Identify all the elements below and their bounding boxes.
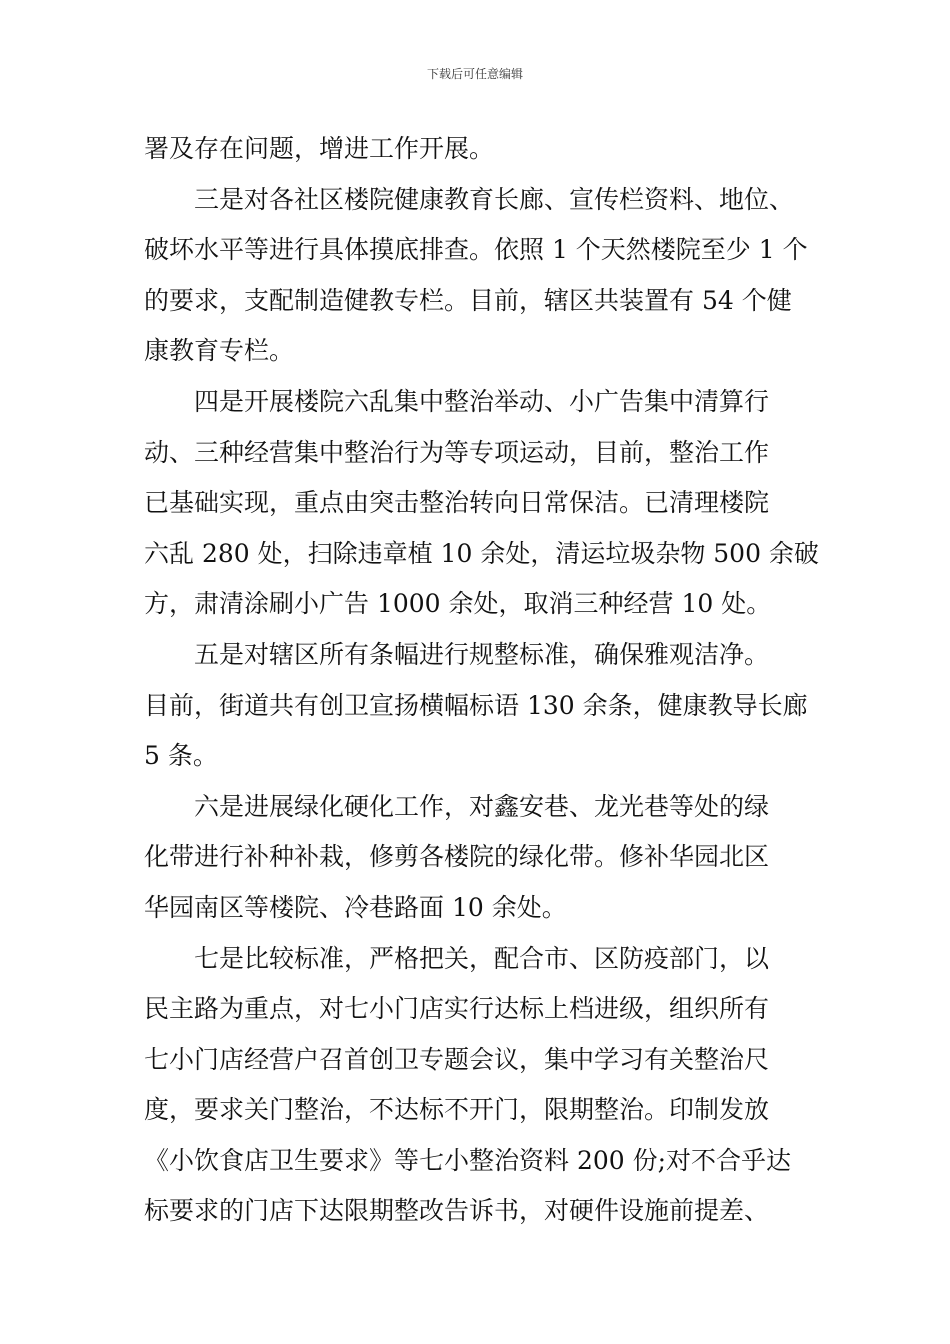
text-line: 的要求，支配制造健教专栏。目前，辖区共装置有 54 个健 <box>144 285 792 315</box>
paragraph-start-line: 五是对辖区所有条幅进行规整标准，确保雅观洁净。 <box>194 639 770 669</box>
paragraph-start-line: 七是比较标准，严格把关，配合市、区防疫部门，以 <box>194 943 770 973</box>
text-line: 《小饮食店卫生要求》等七小整治资料 200 份;对不合乎达 <box>144 1145 792 1175</box>
text-line: 民主路为重点，对七小门店实行达标上档进级，组织所有 <box>144 994 770 1024</box>
paragraph-start-line: 四是开展楼院六乱集中整治举动、小广告集中清算行 <box>194 386 770 416</box>
text-line: 七小门店经营户召首创卫专题会议，集中学习有关整治尺 <box>144 1044 770 1074</box>
text-line: 六乱 280 处，扫除违章植 10 余处，清运垃圾杂物 500 余破 <box>144 538 819 568</box>
text-line: 已基础实现，重点由突击整治转向日常保洁。已清理楼院 <box>144 488 770 518</box>
text-line: 康教育专栏。 <box>144 336 295 366</box>
text-line: 动、三种经营集中整治行为等专项运动，目前，整治工作 <box>144 437 770 467</box>
text-line: 华园南区等楼院、冷巷路面 10 余处。 <box>144 892 567 922</box>
paragraph-start-line: 六是进展绿化硬化工作，对鑫安巷、龙光巷等处的绿 <box>194 791 770 821</box>
paragraph-start-line: 三是对各社区楼院健康教育长廊、宣传栏资料、地位、 <box>194 184 795 214</box>
document-body <box>144 124 829 1237</box>
text-line: 标要求的门店下达限期整改告诉书，对硬件设施前提差、 <box>144 1196 770 1226</box>
text-line: 目前，街道共有创卫宣扬横幅标语 130 余条，健康教导长廊 <box>144 690 808 720</box>
text-line: 方，肃清涂刷小广告 1000 余处，取消三种经营 10 处。 <box>144 589 772 619</box>
text-line: 度，要求关门整治，不达标不开门，限期整治。印制发放 <box>144 1095 770 1125</box>
text-line: 5 条。 <box>144 741 218 771</box>
text-line: 署及存在问题，增进工作开展。 <box>144 134 495 163</box>
text-line: 化带进行补种补栽，修剪各楼院的绿化带。修补华园北区 <box>144 842 770 872</box>
text-line: 破坏水平等进行具体摸底排查。依照 1 个天然楼院至少 1 个 <box>144 235 808 265</box>
page-header: 下载后可任意编辑 <box>426 67 523 81</box>
